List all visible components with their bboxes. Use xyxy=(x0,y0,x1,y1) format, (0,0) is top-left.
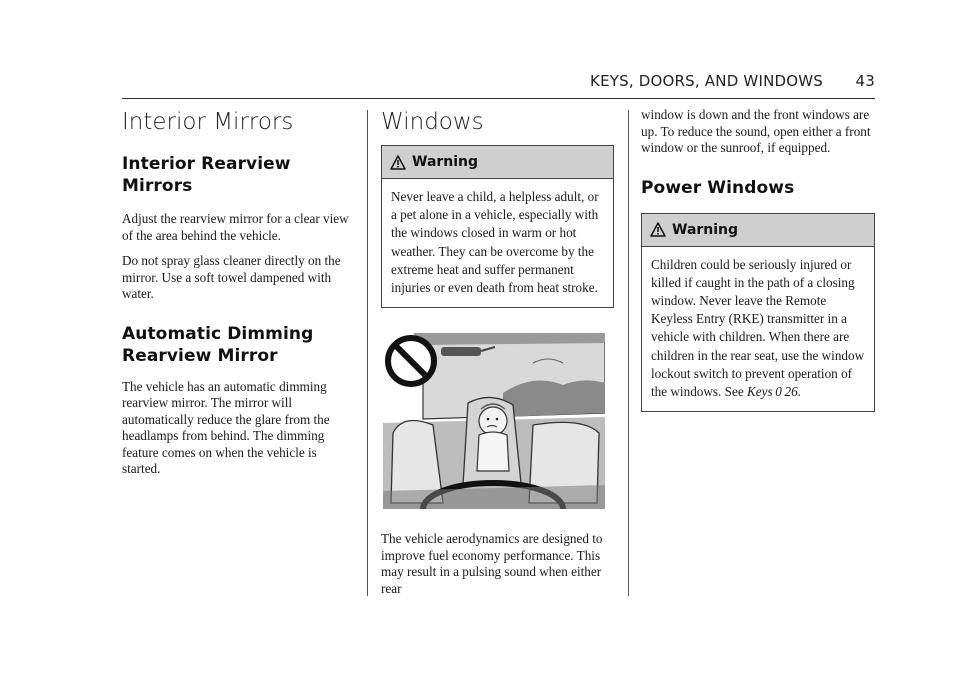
paragraph-continued: window is down and the front windows are up. To reduce the sound, open either a front window or the sunroof, if equipped. xyxy=(641,107,871,155)
heading-interior-rearview-mirrors: Interior Rearview Mirrors xyxy=(122,154,291,196)
page-number: 43 xyxy=(855,72,875,90)
warning-label: Warning xyxy=(412,154,479,170)
warning-triangle-icon xyxy=(650,222,666,237)
heading-line: Automatic Dimming xyxy=(122,323,314,344)
warning-box xyxy=(381,145,614,308)
column-divider xyxy=(628,110,629,596)
no-symbol-icon xyxy=(388,338,434,384)
xref-label: Keys xyxy=(746,383,773,399)
heading-power-windows: Power Windows xyxy=(641,177,795,198)
xref-page: 26 xyxy=(784,383,798,399)
child-in-car-illustration xyxy=(383,333,605,509)
warning-text-main: Children could be seriously injured or killed if caught in the path of a closing window. Never leave the Remote Keyless Entry (RKE) transmitter in a vehicle with children. When there are children in the rear seat, use the window lockout switch to prevent operation of the windows. See xyxy=(651,256,865,399)
heading-automatic-dimming xyxy=(122,323,354,367)
section-title: KEYS, DOORS, AND WINDOWS xyxy=(590,72,823,90)
column-divider xyxy=(367,110,368,596)
column-interior-mirrors xyxy=(122,108,354,478)
warning-triangle-icon xyxy=(390,155,406,170)
column-windows-lower xyxy=(381,531,614,597)
warning-header xyxy=(642,214,874,247)
warning-label: Warning xyxy=(672,221,739,238)
warning-header xyxy=(382,146,613,179)
paragraph-aerodynamics: The vehicle aerodynamics are designed to improve fuel economy performance. This may result in a pulsing sound when either rear xyxy=(381,531,603,596)
heading-interior-mirrors: Interior Mirrors xyxy=(122,109,294,135)
running-header xyxy=(122,72,875,99)
cross-reference-link[interactable] xyxy=(747,384,798,399)
paragraph-adjust-mirror: Adjust the rearview mirror for a clear view of the area behind the vehicle. xyxy=(122,211,349,243)
warning-text xyxy=(642,247,874,412)
column-power-windows xyxy=(641,108,875,412)
warning-text: Never leave a child, a helpless adult, or a pet alone in a vehicle, especially with the windows closed in warm or hot weather. They can be overcome by the extreme heat and suffer permanent injuries or even death from heat stroke. xyxy=(391,189,599,296)
heading-line: Rearview Mirror xyxy=(122,345,278,366)
xref-symbol: 0 xyxy=(775,383,782,399)
paragraph-auto-dimming: The vehicle has an automatic dimming rearview mirror. The mirror will automatically reduce the glare from the headlamps from behind. The dimming feature comes on when the vehicle is started. xyxy=(122,378,330,476)
heading-windows: Windows xyxy=(381,109,484,135)
paragraph-glass-cleaner: Do not spray glass cleaner directly on the mirror. Use a soft towel dampened with water. xyxy=(122,253,341,301)
warning-text-end: . xyxy=(797,383,801,399)
column-windows xyxy=(381,108,614,308)
warning-box xyxy=(641,213,875,413)
